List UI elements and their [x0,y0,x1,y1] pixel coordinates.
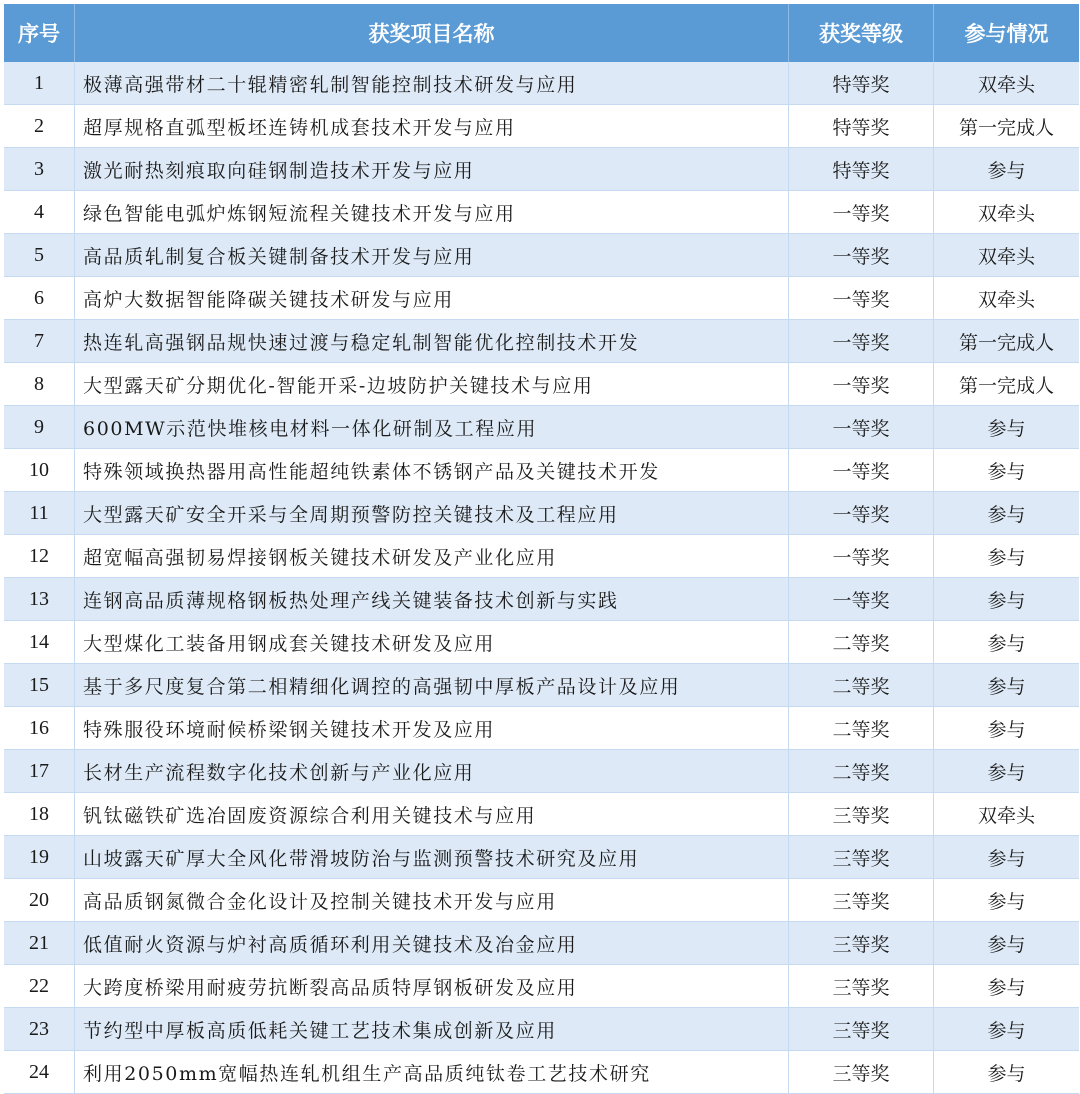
header-name: 获奖项目名称 [75,4,789,62]
cell-grade: 二等奖 [789,664,934,707]
cell-no: 8 [4,363,75,406]
cell-no: 12 [4,535,75,578]
table-row [4,793,1079,836]
header-row [4,4,1079,62]
cell-no: 1 [4,62,75,105]
cell-role: 参与 [934,1051,1080,1094]
awards-table [4,4,1079,1094]
cell-grade: 特等奖 [789,62,934,105]
cell-no: 10 [4,449,75,492]
cell-grade: 一等奖 [789,363,934,406]
cell-name: 长材生产流程数字化技术创新与产业化应用 [75,750,789,793]
cell-name: 大跨度桥梁用耐疲劳抗断裂高品质特厚钢板研发及应用 [75,965,789,1008]
table-row [4,406,1079,449]
cell-grade: 一等奖 [789,578,934,621]
cell-no: 16 [4,707,75,750]
header-grade: 获奖等级 [789,4,934,62]
cell-grade: 三等奖 [789,965,934,1008]
cell-name: 高品质钢氮微合金化设计及控制关键技术开发与应用 [75,879,789,922]
cell-no: 19 [4,836,75,879]
cell-no: 3 [4,148,75,191]
cell-grade: 三等奖 [789,1008,934,1051]
cell-role: 双牵头 [934,191,1080,234]
cell-role: 参与 [934,922,1080,965]
cell-role: 参与 [934,750,1080,793]
cell-grade: 三等奖 [789,879,934,922]
cell-name: 激光耐热刻痕取向硅钢制造技术开发与应用 [75,148,789,191]
cell-grade: 一等奖 [789,191,934,234]
cell-name: 大型露天矿分期优化-智能开采-边坡防护关键技术与应用 [75,363,789,406]
cell-no: 20 [4,879,75,922]
cell-name: 大型露天矿安全开采与全周期预警防控关键技术及工程应用 [75,492,789,535]
table-row [4,1008,1079,1051]
cell-grade: 三等奖 [789,793,934,836]
cell-grade: 三等奖 [789,836,934,879]
header-role: 参与情况 [934,4,1080,62]
cell-role: 第一完成人 [934,105,1080,148]
cell-role: 参与 [934,1008,1080,1051]
cell-name: 连钢高品质薄规格钢板热处理产线关键装备技术创新与实践 [75,578,789,621]
cell-name: 热连轧高强钢品规快速过渡与稳定轧制智能优化控制技术开发 [75,320,789,363]
cell-no: 24 [4,1051,75,1094]
table-row [4,707,1079,750]
cell-name: 特殊领域换热器用高性能超纯铁素体不锈钢产品及关键技术开发 [75,449,789,492]
cell-no: 13 [4,578,75,621]
cell-grade: 二等奖 [789,750,934,793]
cell-role: 参与 [934,535,1080,578]
table-row [4,277,1079,320]
cell-role: 参与 [934,707,1080,750]
table-row [4,363,1079,406]
cell-role: 参与 [934,621,1080,664]
cell-no: 21 [4,922,75,965]
cell-grade: 一等奖 [789,535,934,578]
cell-grade: 特等奖 [789,105,934,148]
cell-role: 第一完成人 [934,320,1080,363]
cell-name: 低值耐火资源与炉衬高质循环利用关键技术及冶金应用 [75,922,789,965]
table-row [4,535,1079,578]
table-row [4,879,1079,922]
table-row [4,578,1079,621]
cell-role: 参与 [934,879,1080,922]
cell-grade: 三等奖 [789,922,934,965]
cell-name: 超宽幅高强韧易焊接钢板关键技术研发及产业化应用 [75,535,789,578]
table-row [4,750,1079,793]
header-no: 序号 [4,4,75,62]
cell-role: 参与 [934,492,1080,535]
cell-no: 17 [4,750,75,793]
cell-no: 7 [4,320,75,363]
cell-name: 钒钛磁铁矿选冶固废资源综合利用关键技术与应用 [75,793,789,836]
cell-role: 参与 [934,836,1080,879]
cell-name: 高炉大数据智能降碳关键技术研发与应用 [75,277,789,320]
cell-role: 双牵头 [934,62,1080,105]
cell-name: 基于多尺度复合第二相精细化调控的高强韧中厚板产品设计及应用 [75,664,789,707]
table-row [4,664,1079,707]
cell-role: 参与 [934,965,1080,1008]
cell-name: 山坡露天矿厚大全风化带滑坡防治与监测预警技术研究及应用 [75,836,789,879]
cell-no: 4 [4,191,75,234]
cell-grade: 特等奖 [789,148,934,191]
cell-grade: 一等奖 [789,492,934,535]
cell-role: 参与 [934,406,1080,449]
table-row [4,836,1079,879]
table-row [4,621,1079,664]
cell-name: 利用2050mm宽幅热连轧机组生产高品质纯钛卷工艺技术研究 [75,1051,789,1094]
cell-grade: 三等奖 [789,1051,934,1094]
cell-no: 15 [4,664,75,707]
cell-role: 参与 [934,664,1080,707]
cell-name: 特殊服役环境耐候桥梁钢关键技术开发及应用 [75,707,789,750]
cell-no: 11 [4,492,75,535]
table-row [4,449,1079,492]
cell-grade: 一等奖 [789,234,934,277]
table-row [4,234,1079,277]
table-header [4,4,1079,62]
table-body [4,62,1079,1094]
cell-role: 参与 [934,578,1080,621]
cell-role: 双牵头 [934,793,1080,836]
table-row [4,922,1079,965]
cell-name: 超厚规格直弧型板坯连铸机成套技术开发与应用 [75,105,789,148]
table-row [4,105,1079,148]
cell-no: 18 [4,793,75,836]
cell-no: 2 [4,105,75,148]
table-row [4,320,1079,363]
table-row [4,148,1079,191]
table-row [4,492,1079,535]
cell-no: 5 [4,234,75,277]
cell-role: 第一完成人 [934,363,1080,406]
table-row [4,62,1079,105]
cell-no: 9 [4,406,75,449]
cell-grade: 一等奖 [789,449,934,492]
cell-grade: 二等奖 [789,621,934,664]
cell-name: 高品质轧制复合板关键制备技术开发与应用 [75,234,789,277]
cell-role: 双牵头 [934,234,1080,277]
table-row [4,191,1079,234]
cell-grade: 一等奖 [789,320,934,363]
cell-name: 大型煤化工装备用钢成套关键技术研发及应用 [75,621,789,664]
cell-role: 参与 [934,148,1080,191]
cell-grade: 一等奖 [789,277,934,320]
cell-no: 14 [4,621,75,664]
cell-grade: 二等奖 [789,707,934,750]
cell-no: 6 [4,277,75,320]
table-row [4,965,1079,1008]
cell-no: 23 [4,1008,75,1051]
cell-name: 600MW示范快堆核电材料一体化研制及工程应用 [75,406,789,449]
cell-grade: 一等奖 [789,406,934,449]
table-row [4,1051,1079,1094]
cell-name: 节约型中厚板高质低耗关键工艺技术集成创新及应用 [75,1008,789,1051]
cell-no: 22 [4,965,75,1008]
cell-name: 绿色智能电弧炉炼钢短流程关键技术开发与应用 [75,191,789,234]
cell-role: 双牵头 [934,277,1080,320]
cell-name: 极薄高强带材二十辊精密轧制智能控制技术研发与应用 [75,62,789,105]
cell-role: 参与 [934,449,1080,492]
